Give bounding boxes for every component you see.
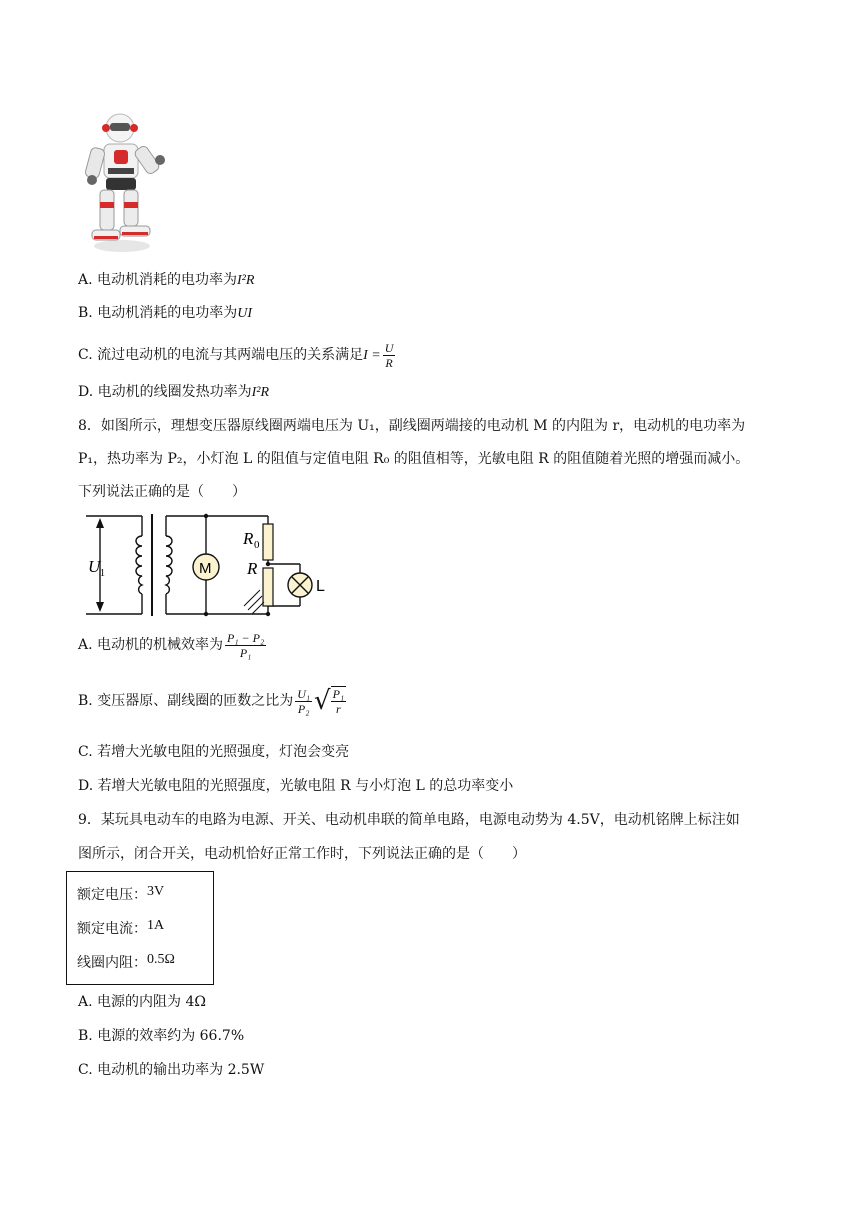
q9-line-2: 图所示，闭合开关，电动机恰好正常工作时，下列说法正确的是（ ） [78, 846, 526, 862]
option-text: 若增大光敏电阻的光照强度，灯泡会变亮 [97, 744, 350, 760]
nameplate-value: 1A [147, 918, 165, 933]
nameplate-value: 3V [147, 884, 165, 899]
option-text: 电源的效率约为 66.7% [97, 1028, 245, 1044]
nameplate-row [77, 952, 175, 972]
option-letter: C. [78, 1062, 93, 1078]
option-text: 电动机消耗的电功率为 [97, 305, 238, 321]
formula-lhs: I = [363, 348, 381, 363]
option-letter: C. [78, 347, 93, 363]
q8-line-3: 下列说法正确的是（ ） [78, 484, 246, 500]
option-letter: A. [78, 994, 93, 1010]
u1-label: U [88, 557, 101, 576]
fraction: $\frac{\text{P₁ − P₂}}{\text{P₁}}$ [227, 630, 265, 660]
q7-option-b [78, 303, 252, 324]
q8-option-b [78, 682, 348, 720]
nameplate-label: 额定电流： [77, 921, 147, 937]
option-text: 电动机消耗的电功率为 [97, 272, 238, 288]
q7-option-c [78, 336, 397, 375]
q8-option-c [78, 742, 349, 762]
sqrt-sign: √ [314, 686, 331, 716]
nameplate-label: 线圈内阻： [77, 955, 147, 971]
motor-nameplate [66, 871, 214, 985]
option-text: 电动机的机械效率为 [97, 637, 224, 653]
option-text: 电源的内阻为 4Ω [97, 994, 206, 1010]
sqrt-fraction: $\frac{\text{P₁}}{r}$ [332, 687, 345, 716]
q8-line-1: 8．如图所示，理想变压器原线圈两端电压为 U₁，副线圈两端接的电动机 M 的内阻为 r，电动机的电功率为 [78, 418, 746, 434]
option-letter: D. [78, 778, 94, 794]
robot-image [74, 108, 174, 254]
option-text: 变压器原、副线圈的匝数之比为 [97, 693, 294, 709]
q7-option-d [78, 382, 269, 403]
q9-option-b [78, 1026, 244, 1046]
option-letter: B. [78, 1028, 93, 1044]
option-letter: B. [78, 305, 93, 321]
fraction: $\frac{U}{R}$ [384, 340, 394, 370]
q7-option-a [78, 270, 254, 291]
q9-option-c [78, 1060, 264, 1080]
nameplate-row [77, 918, 164, 938]
option-text: 流过电动机的电流与其两端电压的关系满足 [97, 347, 364, 363]
nameplate-label: 额定电压： [77, 887, 147, 903]
option-text: 电动机的输出功率为 2.5W [97, 1062, 265, 1078]
option-letter: D. [78, 384, 94, 400]
formula: I²R [237, 273, 255, 288]
nameplate-value: 0.5Ω [147, 952, 175, 967]
formula: I²R [251, 385, 270, 400]
q8-option-d [78, 776, 513, 796]
r-label: R [247, 559, 258, 578]
q8-line-2: P₁，热功率为 P₂，小灯泡 L 的阻值与定值电阻 R₀ 的阻值相等，光敏电阻 R 的阻值随着光照的增强而减小。 [78, 451, 750, 467]
r0-subscript: 0 [254, 539, 260, 551]
formula: UI [237, 306, 252, 321]
option-letter: B. [78, 693, 93, 709]
fraction: $\frac{\text{U₁}}{\text{P₂}}$ [297, 686, 311, 716]
option-letter: A. [78, 272, 93, 288]
r0-label: R [243, 529, 254, 548]
option-letter: A. [78, 637, 93, 653]
transformer-circuit-diagram [82, 510, 342, 622]
nameplate-row [77, 884, 164, 904]
q8-option-a [78, 626, 268, 664]
option-letter: C. [78, 744, 93, 760]
u1-subscript: 1 [100, 568, 105, 579]
lamp-label: L [316, 578, 325, 595]
q9-option-a [78, 992, 206, 1012]
option-text: 电动机的线圈发热功率为 [97, 384, 252, 400]
q9-line-1: 9．某玩具电动车的电路为电源、开关、电动机串联的简单电路，电源电动势为 4.5V，电动机铭牌上标注如 [78, 812, 740, 828]
motor-label: M [199, 560, 212, 577]
option-text: 若增大光敏电阻的光照强度，光敏电阻 R 与小灯泡 L 的总功率变小 [97, 778, 514, 794]
